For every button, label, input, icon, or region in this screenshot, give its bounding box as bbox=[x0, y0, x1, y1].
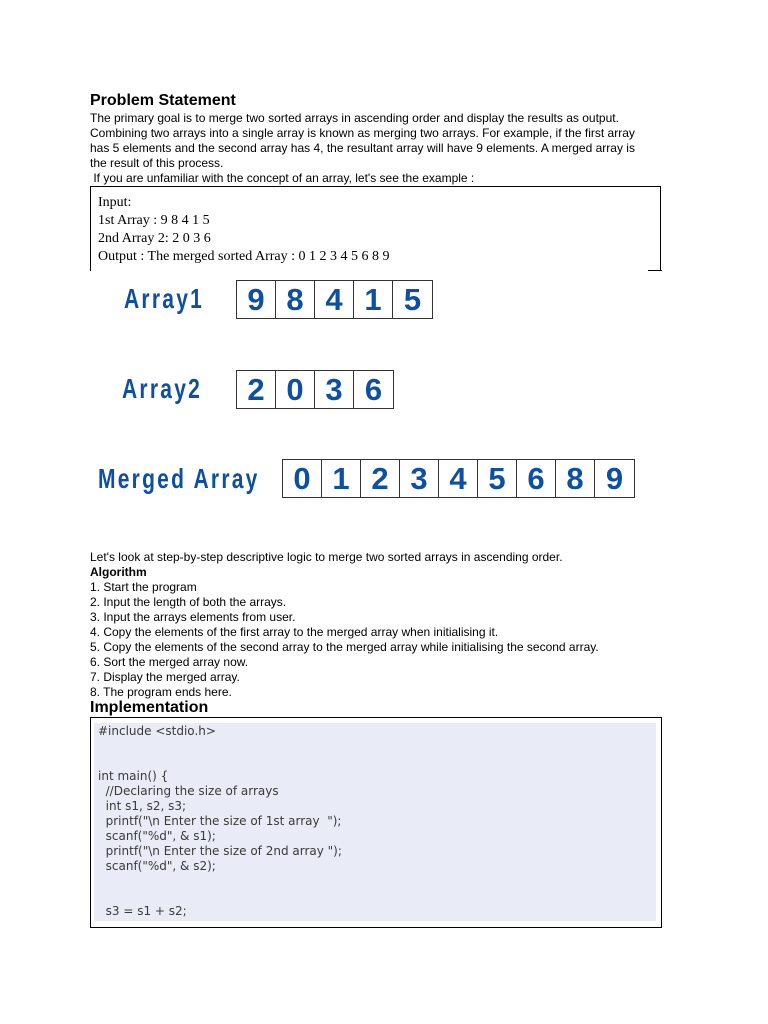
array1-cell: 9 bbox=[237, 281, 276, 318]
code-line: int s1, s2, s3; bbox=[98, 799, 187, 813]
code-line: int main() { bbox=[98, 769, 169, 783]
code-line bbox=[98, 874, 342, 889]
algorithm-step: 4. Copy the elements of the first array to the merged array when initialising it. bbox=[90, 625, 499, 639]
code-line: //Declaring the size of arrays bbox=[98, 784, 279, 798]
algorithm-lead: Let's look at step-by-step descriptive logic to merge two sorted arrays in ascending order. bbox=[90, 550, 563, 564]
code-line: #include <stdio.h> bbox=[98, 724, 216, 738]
algorithm-step: 7. Display the merged array. bbox=[90, 670, 240, 684]
paragraph-line: The primary goal is to merge two sorted arrays in ascending order and display the results as output. bbox=[90, 111, 619, 125]
merged-array-cell: 1 bbox=[322, 460, 361, 497]
paragraph-line: the result of this process. bbox=[90, 156, 224, 170]
problem-paragraph bbox=[90, 111, 635, 186]
paragraph-line: Combining two arrays into a single array is known as merging two arrays. For example, if the first array bbox=[90, 126, 635, 140]
array1-label: Array1 bbox=[124, 283, 205, 314]
code-line: s3 = s1 + s2; bbox=[98, 904, 187, 918]
array2-cell: 6 bbox=[364, 371, 383, 407]
problem-heading: Problem Statement bbox=[90, 92, 236, 109]
merged-array-cell: 8 bbox=[556, 460, 595, 497]
algorithm-heading: Algorithm bbox=[90, 565, 147, 579]
array1-cell: 8 bbox=[276, 281, 315, 318]
array1-cell: 4 bbox=[315, 281, 354, 318]
algorithm-step: 6. Sort the merged array now. bbox=[90, 655, 249, 669]
code-line: printf("\n Enter the size of 1st array "); bbox=[98, 814, 342, 828]
algorithm-step: 5. Copy the elements of the second array to the merged array while initialising the second array. bbox=[90, 640, 599, 654]
example-box-corner bbox=[648, 270, 662, 271]
code-block bbox=[98, 724, 342, 919]
array2-cell: 3 bbox=[315, 371, 354, 408]
array2-cell: 0 bbox=[276, 371, 315, 408]
example-box bbox=[90, 186, 661, 271]
code-line bbox=[98, 889, 342, 904]
code-line: scanf("%d", & s2); bbox=[98, 859, 216, 873]
code-line: printf("\n Enter the size of 2nd array "); bbox=[98, 844, 342, 858]
algorithm-step: 3. Input the arrays elements from user. bbox=[90, 610, 296, 624]
merged-array-cell: 9 bbox=[605, 460, 624, 496]
code-line bbox=[98, 754, 342, 769]
array2-cell: 2 bbox=[237, 371, 276, 408]
paragraph-line: has 5 elements and the second array has 4, the resultant array will have 9 elements. A merged array is bbox=[90, 141, 635, 155]
code-line bbox=[98, 739, 342, 754]
example-intro: If you are unfamiliar with the concept of an array, let's see the example : bbox=[90, 171, 475, 185]
example-line: 1st Array : 9 8 4 1 5 bbox=[98, 213, 210, 228]
merged-array-cell: 0 bbox=[283, 460, 322, 497]
code-line: scanf("%d", & s1); bbox=[98, 829, 216, 843]
algorithm-step: 2. Input the length of both the arrays. bbox=[90, 595, 287, 609]
example-line: Output : The merged sorted Array : 0 1 2 3 4 5 6 8 9 bbox=[98, 249, 390, 264]
merged-array-cell: 2 bbox=[361, 460, 400, 497]
merged-array-cell: 3 bbox=[400, 460, 439, 497]
algorithm-section bbox=[90, 550, 599, 700]
array1-cell: 1 bbox=[354, 281, 393, 318]
example-line: Input: bbox=[98, 195, 132, 210]
implementation-heading: Implementation bbox=[90, 699, 209, 716]
array2-label: Array2 bbox=[122, 373, 203, 404]
merged-array-cell: 4 bbox=[439, 460, 478, 497]
array1-cells bbox=[236, 280, 433, 319]
algorithm-step: 8. The program ends here. bbox=[90, 685, 232, 699]
array2-cells bbox=[236, 370, 394, 409]
example-line: 2nd Array 2: 2 0 3 6 bbox=[98, 231, 211, 246]
merged-array-label: Merged Array bbox=[98, 463, 260, 494]
merged-array-cells bbox=[282, 459, 635, 498]
array1-cell: 5 bbox=[403, 281, 422, 317]
merged-array-cell: 5 bbox=[478, 460, 517, 497]
merged-array-cell: 6 bbox=[517, 460, 556, 497]
algorithm-step: 1. Start the program bbox=[90, 580, 197, 594]
